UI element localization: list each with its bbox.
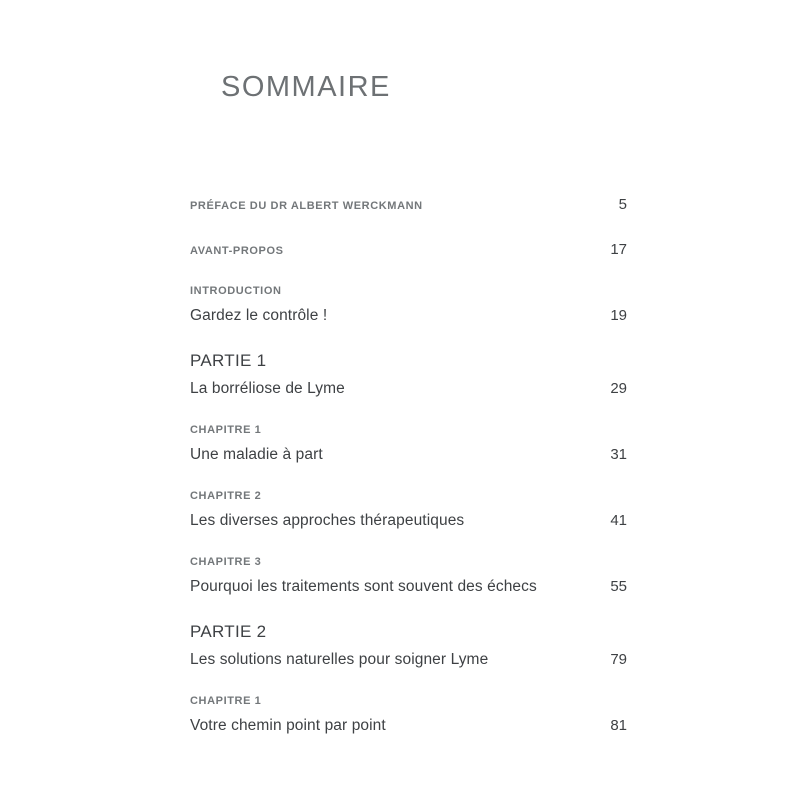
entry-label: CHAPITRE 1 (190, 424, 262, 436)
entry-title: Gardez le contrôle ! (190, 307, 328, 324)
entry-page-number: 17 (610, 241, 627, 258)
toc-entry-preface (190, 195, 627, 214)
entry-label: CHAPITRE 3 (190, 556, 262, 568)
page-title: SOMMAIRE (221, 71, 391, 103)
toc-entry-chapitre-3 (190, 556, 627, 596)
toc-entry-partie-2 (190, 622, 627, 669)
entry-title: Pourquoi les traitements sont souvent des échecs (190, 578, 537, 595)
entry-page-number: 81 (610, 717, 627, 734)
entry-page-number: 19 (610, 307, 627, 324)
toc-entry-chapitre-1-partie-2 (190, 695, 627, 735)
toc-entry-partie-1 (190, 351, 627, 398)
entry-label: CHAPITRE 1 (190, 695, 262, 707)
entry-label: PRÉFACE DU DR ALBERT WERCKMANN (190, 200, 423, 212)
entry-page-number: 31 (610, 446, 627, 463)
entry-label: AVANT-PROPOS (190, 245, 284, 257)
toc-entry-chapitre-1 (190, 424, 627, 464)
table-of-contents (190, 195, 627, 761)
toc-entry-introduction (190, 285, 627, 325)
part-title: La borréliose de Lyme (190, 380, 345, 397)
entry-title: Votre chemin point par point (190, 717, 386, 734)
toc-entry-chapitre-2 (190, 490, 627, 530)
entry-page-number: 55 (610, 578, 627, 595)
entry-label: INTRODUCTION (190, 285, 282, 297)
part-label: PARTIE 1 (190, 351, 267, 370)
entry-label: CHAPITRE 2 (190, 490, 262, 502)
entry-page-number: 5 (618, 196, 627, 213)
entry-page-number: 79 (610, 651, 627, 668)
part-title: Les solutions naturelles pour soigner Lyme (190, 651, 489, 668)
entry-page-number: 29 (610, 380, 627, 397)
entry-title: Une maladie à part (190, 446, 323, 463)
entry-title: Les diverses approches thérapeutiques (190, 512, 465, 529)
toc-entry-avant-propos (190, 240, 627, 259)
part-label: PARTIE 2 (190, 622, 267, 641)
entry-page-number: 41 (610, 512, 627, 529)
